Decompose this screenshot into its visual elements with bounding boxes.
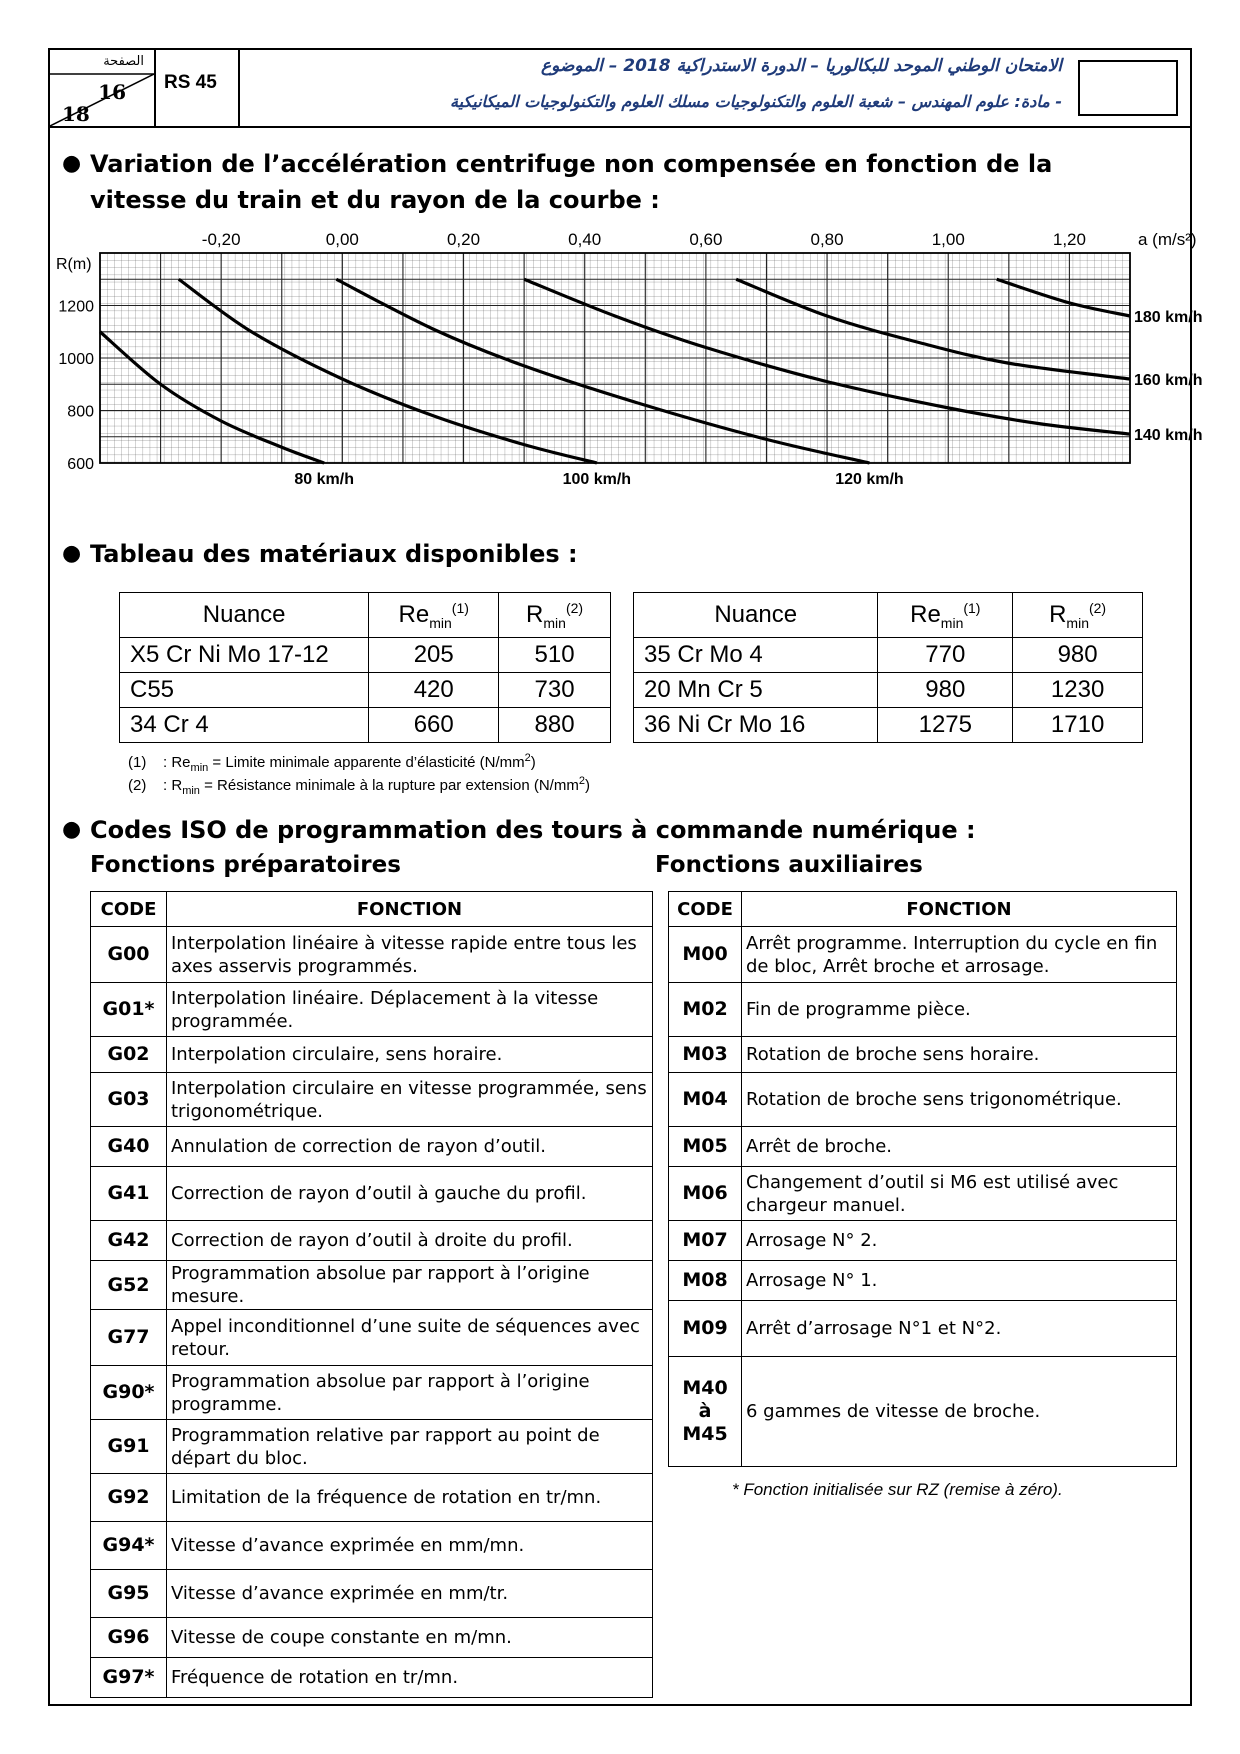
table-row (669, 1127, 1177, 1167)
table-row (91, 1127, 653, 1167)
y-tick-label: 1200 (58, 298, 94, 316)
r-cell: 880 (499, 708, 611, 743)
r-cell: 980 (1013, 638, 1143, 673)
fonction-cell: Fin de programme pièce. (742, 983, 1177, 1037)
x-tick-label: 0,80 (810, 230, 844, 249)
table-row (91, 927, 653, 983)
table-row (91, 1310, 653, 1366)
table-row (91, 1073, 653, 1127)
series-label: 160 km/h (1134, 372, 1203, 389)
code-cell: M08 (669, 1261, 742, 1301)
fonction-cell: 6 gammes de vitesse de broche. (742, 1357, 1177, 1467)
series-label: 80 km/h (294, 471, 354, 488)
r-cell: 510 (499, 638, 611, 673)
code-cell: G96 (91, 1618, 167, 1658)
fonction-cell: Programmation absolue par rapport à l’origine mesure. (167, 1261, 653, 1310)
exam-code: RS 45 (154, 48, 240, 128)
col-code: CODE (91, 892, 167, 927)
fonction-cell: Interpolation circulaire en vitesse programmée, sens trigonométrique. (167, 1073, 653, 1127)
fonction-cell: Arrêt programme. Interruption du cycle en fin de bloc, Arrêt broche et arrosage. (742, 927, 1177, 983)
table-header-row (634, 593, 1143, 638)
y-tick-label: 800 (67, 403, 94, 421)
fonction-cell: Annulation de correction de rayon d’outil. (167, 1127, 653, 1167)
code-cell: G91 (91, 1420, 167, 1474)
bullet-icon: ● (62, 151, 82, 176)
code-cell: G41 (91, 1167, 167, 1221)
fonction-cell: Programmation relative par rapport au point de départ du bloc. (167, 1420, 653, 1474)
nuance-cell: 20 Mn Cr 5 (634, 673, 878, 708)
col-r-min: $R_{min}^{(2)}$ (1013, 593, 1143, 638)
table-header-row (669, 892, 1177, 927)
code-cell: M09 (669, 1301, 742, 1357)
x-tick-label: 1,20 (1052, 230, 1086, 249)
table-row (91, 1261, 653, 1310)
fonction-cell: Rotation de broche sens trigonométrique. (742, 1073, 1177, 1127)
code-cell: G03 (91, 1073, 167, 1127)
table-row (669, 1037, 1177, 1073)
prep-functions-title: Fonctions préparatoires (90, 852, 401, 878)
code-cell: M05 (669, 1127, 742, 1167)
fonction-cell: Arrêt d’arrosage N°1 et N°2. (742, 1301, 1177, 1357)
section-centrifuge-heading (62, 146, 1142, 218)
code-cell: M02 (669, 983, 742, 1037)
y-axis-label: R(m) (56, 256, 92, 273)
prep-functions-table (90, 891, 653, 1698)
table-row (91, 1366, 653, 1420)
page-number: 16 (98, 80, 126, 104)
r-cell: 1710 (1013, 708, 1143, 743)
table-row (91, 1570, 653, 1618)
nuance-cell: 35 Cr Mo 4 (634, 638, 878, 673)
materials-table-left (119, 592, 611, 743)
col-re-min: $Re_{min}^{(1)}$ (369, 593, 499, 638)
table-row (669, 1357, 1177, 1467)
table-row (669, 1301, 1177, 1357)
section-materials-heading (62, 536, 578, 572)
section-iso-title: Codes ISO de programmation des tours à commande numérique : (90, 816, 976, 844)
col-nuance: Nuance (120, 593, 369, 638)
code-cell: G02 (91, 1037, 167, 1073)
table-row (669, 1261, 1177, 1301)
col-fonction: FONCTION (742, 892, 1177, 927)
table-row (91, 1221, 653, 1261)
centrifuge-chart (40, 222, 1210, 522)
code-cell: M03 (669, 1037, 742, 1073)
nuance-cell: X5 Cr Ni Mo 17-12 (120, 638, 369, 673)
table-row (91, 1420, 653, 1474)
nuance-cell: 36 Ni Cr Mo 16 (634, 708, 878, 743)
aux-functions-table (668, 891, 1177, 1467)
fonction-cell: Appel inconditionnel d’une suite de séquences avec retour. (167, 1310, 653, 1366)
fonction-cell: Interpolation circulaire, sens horaire. (167, 1037, 653, 1073)
table-row (91, 1167, 653, 1221)
fonction-cell: Programmation absolue par rapport à l’origine programme. (167, 1366, 653, 1420)
col-re-min: $Re_{min}^{(1)}$ (878, 593, 1013, 638)
series-label: 140 km/h (1134, 427, 1203, 445)
blank-box (1078, 60, 1178, 116)
y-tick-label: 1000 (58, 351, 94, 368)
code-cell: G95 (91, 1570, 167, 1618)
x-axis-label: a (m/s²) (1138, 230, 1197, 249)
code-cell: G00 (91, 927, 167, 983)
x-tick-label: 0,60 (689, 230, 723, 249)
bullet-icon: ● (62, 817, 82, 842)
fonction-cell: Vitesse d’avance exprimée en mm/tr. (167, 1570, 653, 1618)
table-row (634, 638, 1143, 673)
table-row (669, 983, 1177, 1037)
fonction-cell: Vitesse de coupe constante en m/mn. (167, 1618, 653, 1658)
fonction-cell: Arrêt de broche. (742, 1127, 1177, 1167)
code-cell: M07 (669, 1221, 742, 1261)
code-cell: G01* (91, 983, 167, 1037)
table-row (669, 1167, 1177, 1221)
col-nuance: Nuance (634, 593, 878, 638)
code-cell: M00 (669, 927, 742, 983)
section-iso-heading (62, 812, 976, 848)
r-cell: 730 (499, 673, 611, 708)
fonction-cell: Rotation de broche sens horaire. (742, 1037, 1177, 1073)
page-total: 18 (62, 102, 90, 126)
table-row (669, 1221, 1177, 1261)
code-cell: G97* (91, 1658, 167, 1698)
fonction-cell: Interpolation linéaire à vitesse rapide entre tous les axes asservis programmés. (167, 927, 653, 983)
iso-footnote: * Fonction initialisée sur RZ (remise à zéro). (732, 1480, 1063, 1499)
note-re-min: (1) : $Re_{min}$ = Limite minimale apparente d’élasticité $(N/mm^2)$ (128, 752, 536, 774)
fonction-cell: Arrosage N° 1. (742, 1261, 1177, 1301)
table-row (91, 1037, 653, 1073)
x-tick-label: -0,20 (201, 230, 241, 249)
table-row (91, 1522, 653, 1570)
code-cell: G92 (91, 1474, 167, 1522)
note-r-min: (2) : $R_{min}$ = Résistance minimale à la rupture par extension $(N/mm^2)$ (128, 775, 590, 797)
exam-title-line2: - مادة: علوم المهندس – شعبة العلوم والتكنولوجيات مسلك العلوم والتكنولوجيات الميكانيكية (450, 92, 1062, 111)
nuance-cell: C55 (120, 673, 369, 708)
table-row (120, 638, 611, 673)
table-row (669, 927, 1177, 983)
series-label: 100 km/h (562, 471, 632, 488)
exam-title-box (238, 48, 1192, 128)
code-cell: G77 (91, 1310, 167, 1366)
code-cell: G90* (91, 1366, 167, 1420)
table-row (120, 708, 611, 743)
code-cell: M06 (669, 1167, 742, 1221)
fonction-cell: Fréquence de rotation en tr/mn. (167, 1658, 653, 1698)
table-row (120, 673, 611, 708)
col-r-min: $R_{min}^{(2)}$ (499, 593, 611, 638)
aux-functions-title: Fonctions auxiliaires (655, 852, 923, 878)
series-label: 180 km/h (1134, 309, 1203, 326)
table-row (91, 1658, 653, 1698)
section-centrifuge-title: Variation de l’accélération centrifuge non compensée en fonction de la vitesse du train et du rayon de la courbe : (90, 150, 1053, 214)
series-label: 120 km/h (835, 471, 904, 488)
fonction-cell: Correction de rayon d’outil à gauche du profil. (167, 1167, 653, 1221)
code-cell: G94* (91, 1522, 167, 1570)
table-row (634, 708, 1143, 743)
table-header-row (120, 593, 611, 638)
table-header-row (91, 892, 653, 927)
table-row (91, 1618, 653, 1658)
bullet-icon: ● (62, 541, 82, 566)
x-tick-label: 0,00 (325, 230, 359, 249)
re-cell: 770 (878, 638, 1013, 673)
x-tick-label: 0,20 (446, 230, 481, 249)
page-number-box (48, 48, 156, 128)
x-tick-label: 1,00 (931, 230, 965, 249)
code-cell: M40 à M45 (669, 1357, 742, 1467)
fonction-cell: Changement d’outil si M6 est utilisé avec chargeur manuel. (742, 1167, 1177, 1221)
re-cell: 1275 (878, 708, 1013, 743)
code-cell: G40 (91, 1127, 167, 1167)
page-label: الصفحة (103, 54, 144, 69)
table-row (669, 1073, 1177, 1127)
nuance-cell: 34 Cr 4 (120, 708, 369, 743)
table-row (91, 1474, 653, 1522)
re-cell: 660 (369, 708, 499, 743)
fonction-cell: Interpolation linéaire. Déplacement à la vitesse programmée. (167, 983, 653, 1037)
fonction-cell: Limitation de la fréquence de rotation en tr/mn. (167, 1474, 653, 1522)
re-cell: 420 (369, 673, 499, 708)
re-cell: 980 (878, 673, 1013, 708)
code-cell: M04 (669, 1073, 742, 1127)
fonction-cell: Vitesse d’avance exprimée en mm/mn. (167, 1522, 653, 1570)
table-row (634, 673, 1143, 708)
col-fonction: FONCTION (167, 892, 653, 927)
table-row (91, 983, 653, 1037)
col-code: CODE (669, 892, 742, 927)
code-cell: G52 (91, 1261, 167, 1310)
materials-table-right (633, 592, 1143, 743)
exam-title-line1: الامتحان الوطني الموحد للبكالوريا – الدورة الاستدراكية 2018 – الموضوع (541, 56, 1062, 76)
section-materials-title: Tableau des matériaux disponibles : (90, 540, 578, 568)
y-tick-label: 600 (67, 456, 94, 473)
fonction-cell: Correction de rayon d’outil à droite du profil. (167, 1221, 653, 1261)
re-cell: 205 (369, 638, 499, 673)
x-tick-label: 0,40 (568, 230, 602, 249)
r-cell: 1230 (1013, 673, 1143, 708)
code-cell: G42 (91, 1221, 167, 1261)
fonction-cell: Arrosage N° 2. (742, 1221, 1177, 1261)
